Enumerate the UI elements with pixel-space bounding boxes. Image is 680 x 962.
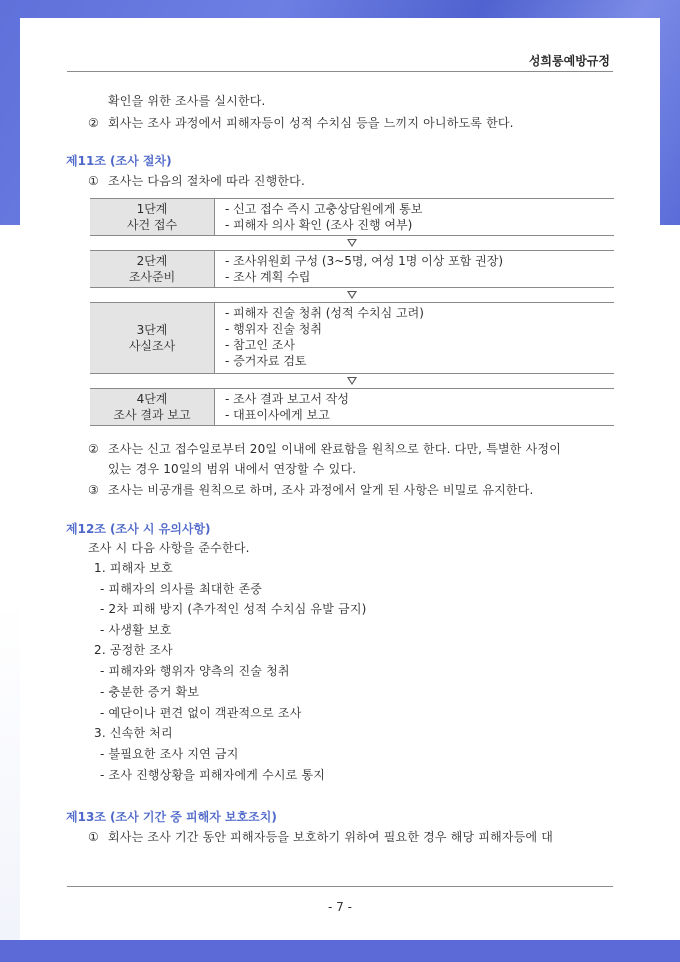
art12-heading: 2. 공정한 조사: [94, 643, 173, 657]
background-bottom-band: [0, 940, 680, 962]
art11-clause-3: [88, 482, 534, 498]
clause-text: 회사는 조사 과정에서 피해자등이 성적 수치심 등을 느끼지 아니하도록 한다.: [108, 116, 514, 130]
stage-details: [215, 251, 614, 287]
stage-detail-line: - 참고인 조사: [225, 338, 295, 352]
stage-number: 1단계: [136, 202, 168, 216]
procedure-table: [90, 198, 614, 426]
stage-number: 2단계: [136, 254, 168, 268]
stage-arrow: [90, 374, 614, 388]
art11-clause-2: [88, 441, 561, 457]
clause-text: 조사는 신고 접수일로부터 20일 이내에 완료함을 원칙으로 한다. 다만, 특별한 사정이: [108, 442, 561, 456]
stage-detail-line: - 피해자 진술 청취 (성적 수치심 고려): [225, 306, 424, 320]
stage-detail-line: - 피해자 의사 확인 (조사 진행 여부): [225, 218, 413, 232]
stage-name: 조사 결과 보고: [113, 408, 191, 422]
art12-heading: 1. 피해자 보호: [94, 561, 173, 575]
article-13-title: 제13조 (조사 기간 중 피해자 보호조치): [66, 810, 277, 824]
stage-row: [90, 198, 614, 236]
art12-item: - 충분한 증거 확보: [100, 685, 200, 699]
clause-text: 조사는 비공개를 원칙으로 하며, 조사 과정에서 알게 된 사항은 비밀로 유지한다.: [108, 483, 534, 497]
art12-item: - 피해자와 행위자 양측의 진술 청취: [100, 664, 290, 678]
clause-text: 조사는 다음의 절차에 따라 진행한다.: [108, 174, 305, 188]
stage-arrow: [90, 288, 614, 302]
clause-number: ①: [88, 830, 99, 844]
stage-details: [215, 303, 614, 373]
article-12-title: 제12조 (조사 시 유의사항): [66, 522, 211, 536]
stage-label: [90, 251, 215, 287]
stage-number: 3단계: [136, 323, 168, 337]
clause-number: ③: [88, 483, 99, 497]
art12-heading: 3. 신속한 처리: [94, 726, 173, 740]
stage-details: [215, 199, 614, 235]
stage-name: 사건 접수: [126, 218, 178, 232]
page-number: - 7 -: [328, 900, 352, 914]
art12-item: - 사생활 보호: [100, 623, 172, 637]
stage-detail-line: - 신고 접수 즉시 고충상담원에게 통보: [225, 202, 423, 216]
stage-detail-line: - 조사위원회 구성 (3~5명, 여성 1명 이상 포함 권장): [225, 254, 504, 268]
art12-item: - 불필요한 조사 지연 금지: [100, 747, 239, 761]
clause-2: [88, 115, 514, 131]
stage-details: [215, 389, 614, 425]
stage-label: [90, 199, 215, 235]
down-triangle-icon: [347, 377, 357, 385]
art12-item: - 조사 진행상황을 피해자에게 수시로 통지: [100, 768, 326, 782]
clause-text: 회사는 조사 기간 동안 피해자등을 보호하기 위하여 필요한 경우 해당 피해자등에 대: [108, 830, 554, 844]
clause-number: ②: [88, 442, 99, 456]
art11-clause-2-cont: 있는 경우 10일의 범위 내에서 연장할 수 있다.: [108, 462, 357, 476]
stage-row: [90, 388, 614, 426]
stage-name: 사실조사: [128, 339, 176, 353]
clause-number: ①: [88, 174, 99, 188]
art12-item: - 2차 피해 방지 (추가적인 성적 수치심 유발 금지): [100, 602, 367, 616]
footer-divider: [67, 886, 613, 887]
art12-item: - 피해자의 의사를 최대한 존중: [100, 582, 263, 596]
stage-name: 조사준비: [128, 270, 176, 284]
document-page: [20, 18, 660, 940]
down-triangle-icon: [347, 239, 357, 247]
stage-number: 4단계: [136, 392, 168, 406]
stage-detail-line: - 조사 계획 수립: [225, 270, 311, 284]
stage-detail-line: - 증거자료 검토: [225, 354, 307, 368]
art12-item: - 예단이나 편견 없이 객관적으로 조사: [100, 706, 302, 720]
art13-clause-1: [88, 829, 553, 845]
stage-detail-line: - 조사 결과 보고서 작성: [225, 392, 349, 406]
stage-row: [90, 250, 614, 288]
stage-label: [90, 303, 215, 373]
stage-label: [90, 389, 215, 425]
continued-line: 확인을 위한 조사를 실시한다.: [108, 94, 266, 108]
stage-detail-line: - 행위자 진술 청취: [225, 322, 322, 336]
stage-detail-line: - 대표이사에게 보고: [225, 408, 330, 422]
header-title: 성희롱예방규정: [528, 54, 610, 68]
clause-number: ②: [88, 116, 99, 130]
down-triangle-icon: [347, 291, 357, 299]
art12-intro: 조사 시 다음 사항을 준수한다.: [88, 541, 250, 555]
art11-clause-1: [88, 173, 305, 189]
stage-row: [90, 302, 614, 374]
stage-arrow: [90, 236, 614, 250]
header-divider: [67, 71, 613, 72]
article-11-title: 제11조 (조사 절차): [66, 154, 172, 168]
